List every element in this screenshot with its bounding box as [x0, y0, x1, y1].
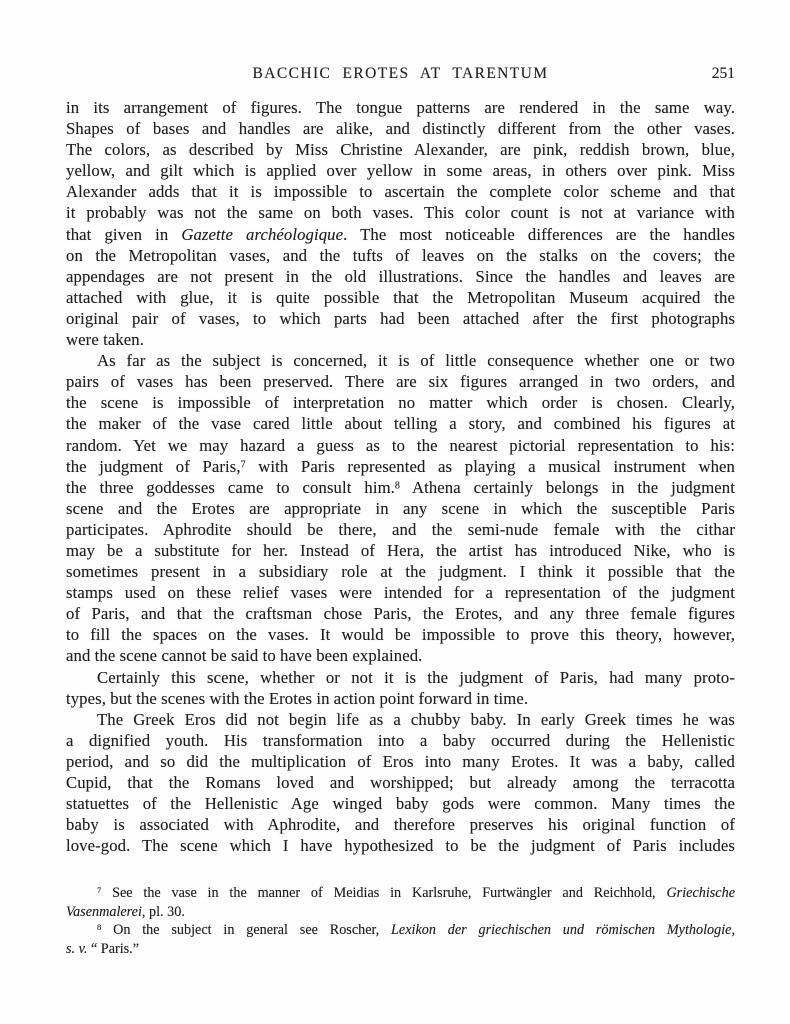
text-segment: . The most noticeable differences are the handles — [343, 224, 735, 244]
text-line — [66, 371, 735, 392]
text-segment: Shapes of bases and handles are alike, and distinctly different from the other vases. — [66, 119, 735, 139]
text-line — [66, 582, 735, 603]
text-line — [66, 97, 735, 118]
text-segment: period, and so did the multiplication of Eros into many Erotes. It was a baby, called — [66, 751, 735, 771]
text-segment: Cupid, that the Romans loved and worshipped; but already among the terracotta — [66, 773, 735, 792]
page-number: 251 — [711, 65, 735, 82]
text-segment: to fill the spaces on the vases. It would be impossible to prove this theory, however, — [66, 625, 735, 645]
text-segment: As far as the subject is concerned, it is of little consequence whether one or two — [97, 351, 735, 371]
text-line — [66, 751, 735, 772]
text-segment: baby is associated with Aphrodite, and therefore preserves his original function of — [66, 815, 735, 835]
text-line — [66, 903, 735, 922]
text-line — [66, 329, 735, 350]
text-line — [66, 392, 735, 413]
text-segment: scene and the Erotes are appropriate in any scene in which the susceptible Paris — [66, 498, 735, 518]
text-line — [66, 202, 735, 223]
text-line — [66, 709, 735, 730]
text-line — [66, 814, 735, 835]
text-segment: with Paris represented as playing a musical instrument when — [245, 456, 735, 476]
text-line — [66, 266, 735, 287]
text-segment: sometimes present in a subsidiary role at the judgment. I think it possible that the — [66, 562, 735, 582]
text-segment: See the vase in the manner of Meidias in Karlsruhe, Furtwängler and Reichhold, — [101, 885, 667, 901]
text-line — [66, 160, 735, 181]
text-line — [66, 224, 735, 245]
text-segment: “ Paris.” — [87, 941, 140, 958]
text-line — [66, 940, 735, 959]
text-segment: in its arrangement of figures. The tongue patterns are rendered in the same way. — [66, 98, 735, 117]
text-line — [66, 308, 735, 329]
text-segment: the judgment of Paris, — [66, 456, 241, 476]
text-segment: yellow, and gilt which is applied over yellow in some areas, in others over pink. Miss — [66, 161, 735, 181]
text-segment: Lexikon der griechischen und römischen Mythologie — [391, 922, 732, 939]
body-paragraph — [66, 709, 735, 857]
footnote — [66, 921, 735, 958]
text-segment: original pair of vases, to which parts had been attached after the first photographs — [66, 308, 735, 328]
body-paragraph — [66, 350, 735, 666]
text-segment: , pl. 30. — [141, 903, 185, 920]
text-segment: the scene is impossible of interpretation no matter which order is chosen. Clearly, — [66, 393, 735, 413]
text-segment: attached with glue, it is quite possible that the Metropolitan Museum acquired the — [66, 287, 735, 307]
text-segment: On the subject in general see Roscher, — [101, 922, 392, 939]
text-segment: Vasenmalerei — [66, 903, 142, 920]
text-line — [66, 835, 735, 856]
text-line — [66, 519, 735, 540]
text-segment: that given in — [66, 224, 182, 244]
text-line — [66, 793, 735, 814]
text-segment: of Paris, and that the craftsman chose Paris, the Erotes, and any three female figures — [66, 604, 735, 624]
footnote-marker: 7 — [240, 459, 246, 471]
text-segment: participates. Aphrodite should be there, and the semi-nude female with the cithar — [66, 519, 735, 539]
text-line — [66, 477, 735, 498]
text-segment: types, but the scenes with the Erotes in action point forward in time. — [66, 688, 529, 708]
footnote-marker: 8 — [394, 480, 400, 492]
text-segment: Athena certainly belongs in the judgment — [399, 477, 735, 497]
text-segment: Certainly this scene, whether or not it is the judgment of Paris, had many proto- — [97, 667, 735, 687]
text-line — [66, 730, 735, 751]
text-segment: statuettes of the Hellenistic Age winged baby gods were common. Many times the — [66, 794, 735, 814]
text-segment: were taken. — [66, 330, 145, 350]
footnote — [66, 884, 735, 921]
text-line — [66, 245, 735, 266]
text-segment: Gazette archéologique — [181, 224, 344, 244]
text-segment: may be a substitute for her. Instead of Hera, the artist has introduced Nike, who is — [66, 540, 735, 560]
text-segment: the maker of the vase cared little about telling a story, and combined his figures at — [66, 414, 735, 434]
text-line — [66, 884, 735, 903]
text-line — [66, 456, 735, 477]
text-line — [66, 688, 735, 709]
text-segment: Alexander adds that it is impossible to ascertain the complete color scheme and that — [66, 182, 735, 202]
text-segment: love-god. The scene which I have hypothesized to be the judgment of Paris includes — [66, 836, 735, 856]
body-paragraph — [66, 97, 735, 350]
text-line — [66, 350, 735, 371]
text-segment: the three goddesses came to consult him. — [66, 477, 395, 497]
body-text — [66, 97, 735, 856]
text-line — [66, 435, 735, 456]
text-segment: The colors, as described by Miss Christine Alexander, are pink, reddish brown, blue, — [66, 140, 735, 160]
footnote-marker: 8 — [97, 922, 102, 933]
page-header — [66, 65, 735, 85]
text-segment: random. Yet we may hazard a guess as to the nearest pictorial representation to his: — [66, 435, 735, 455]
running-title: BACCHIC EROTES AT TARENTUM — [252, 65, 549, 82]
text-segment: The Greek Eros did not begin life as a chubby baby. In early Greek times he was — [97, 709, 735, 729]
text-line — [66, 561, 735, 582]
footnote-marker: 7 — [97, 885, 102, 896]
text-segment: a dignified youth. His transformation into a baby occurred during the Hellenistic — [66, 730, 735, 750]
text-line — [66, 667, 735, 688]
text-line — [66, 603, 735, 624]
text-line — [66, 624, 735, 645]
text-line — [66, 772, 735, 793]
text-segment: Griechische — [666, 885, 735, 901]
text-segment: it probably was not the same on both vases. This color count is not at variance with — [66, 203, 735, 223]
text-segment: appendages are not present in the old illustrations. Since the handles and leaves are — [66, 266, 735, 286]
text-line — [66, 139, 735, 160]
text-segment: pairs of vases has been preserved. There are six figures arranged in two orders, and — [66, 372, 735, 392]
text-segment: stamps used on these relief vases were intended for a representation of the judgment — [66, 583, 735, 603]
text-line — [66, 118, 735, 139]
text-segment: , — [731, 922, 735, 939]
text-line — [66, 540, 735, 561]
text-line — [66, 181, 735, 202]
text-line — [66, 287, 735, 308]
text-line — [66, 413, 735, 434]
text-segment: and the scene cannot be said to have been explained. — [66, 646, 423, 666]
text-line — [66, 921, 735, 940]
text-line — [66, 645, 735, 666]
body-paragraph — [66, 667, 735, 709]
text-line — [66, 498, 735, 519]
footnotes — [66, 884, 735, 959]
text-segment: on the Metropolitan vases, and the tufts of leaves on the stalks on the covers; the — [66, 245, 735, 265]
text-segment: s. v. — [66, 941, 88, 958]
